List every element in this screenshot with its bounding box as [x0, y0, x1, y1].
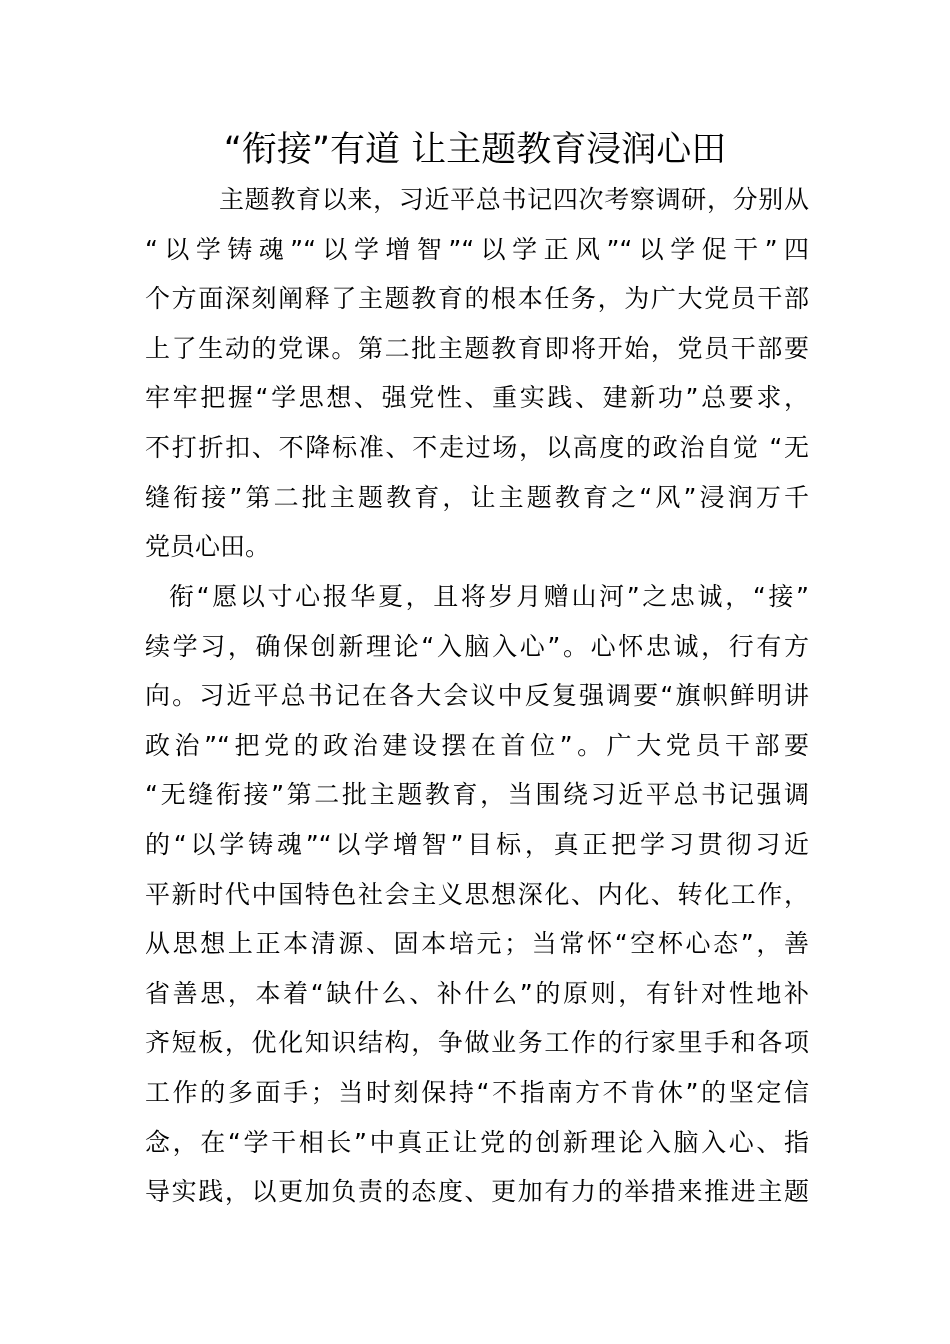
text-line: 工作的多面手；当时刻保持“不指南方不肯休”的坚定信: [145, 1077, 809, 1107]
text-line: 政治”“把党的政治建设摆在首位”。广大党员干部要: [145, 730, 809, 760]
text-line: 党员心田。: [145, 532, 271, 562]
text-line: “无缝衔接”第二批主题教育，当围绕习近平总书记强调: [145, 780, 809, 810]
paragraph-1: [145, 175, 809, 572]
text-line: 衔“愿以寸心报华夏，且将岁月赠山河”之忠诚，“接”: [169, 582, 809, 611]
text-line: 齐短板，优化知识结构，争做业务工作的行家里手和各项: [145, 1028, 809, 1058]
document-title: “衔接”有道 让主题教育浸润心田: [223, 130, 727, 170]
text-line: 的“以学铸魂”“以学增智”目标，真正把学习贯彻习近: [145, 829, 809, 859]
text-line: 平新时代中国特色社会主义思想深化、内化、转化工作，: [145, 879, 809, 909]
text-line: 续学习，确保创新理论“入脑入心”。心怀忠诚，行有方: [145, 631, 809, 661]
paragraph-2: [145, 572, 809, 1217]
text-line: 缝衔接”第二批主题教育，让主题教育之“风”浸润万千: [145, 482, 809, 512]
text-line: 主题教育以来，习近平总书记四次考察调研，分别从: [219, 185, 809, 214]
text-line: 上了生动的党课。第二批主题教育即将开始，党员干部要: [145, 333, 809, 363]
text-line: 导实践，以更加负责的态度、更加有力的举措来推进主题: [145, 1177, 809, 1207]
text-line: “以学铸魂”“以学增智”“以学正风”“以学促干”四: [145, 234, 809, 264]
text-line: 不打折扣、不降标准、不走过场，以高度的政治自觉 “无: [145, 432, 809, 462]
text-line: 省善思，本着“缺什么、补什么”的原则，有针对性地补: [145, 978, 809, 1008]
text-line: 念，在“学干相长”中真正让党的创新理论入脑入心、指: [145, 1127, 809, 1157]
text-line: 个方面深刻阐释了主题教育的根本任务，为广大党员干部: [145, 284, 809, 314]
text-line: 从思想上正本清源、固本培元；当常怀“空杯心态”，善: [145, 929, 809, 959]
text-line: 牢牢把握“学思想、强党性、重实践、建新功”总要求，: [145, 383, 809, 413]
text-line: 向。习近平总书记在各大会议中反复强调要“旗帜鲜明讲: [145, 681, 809, 711]
